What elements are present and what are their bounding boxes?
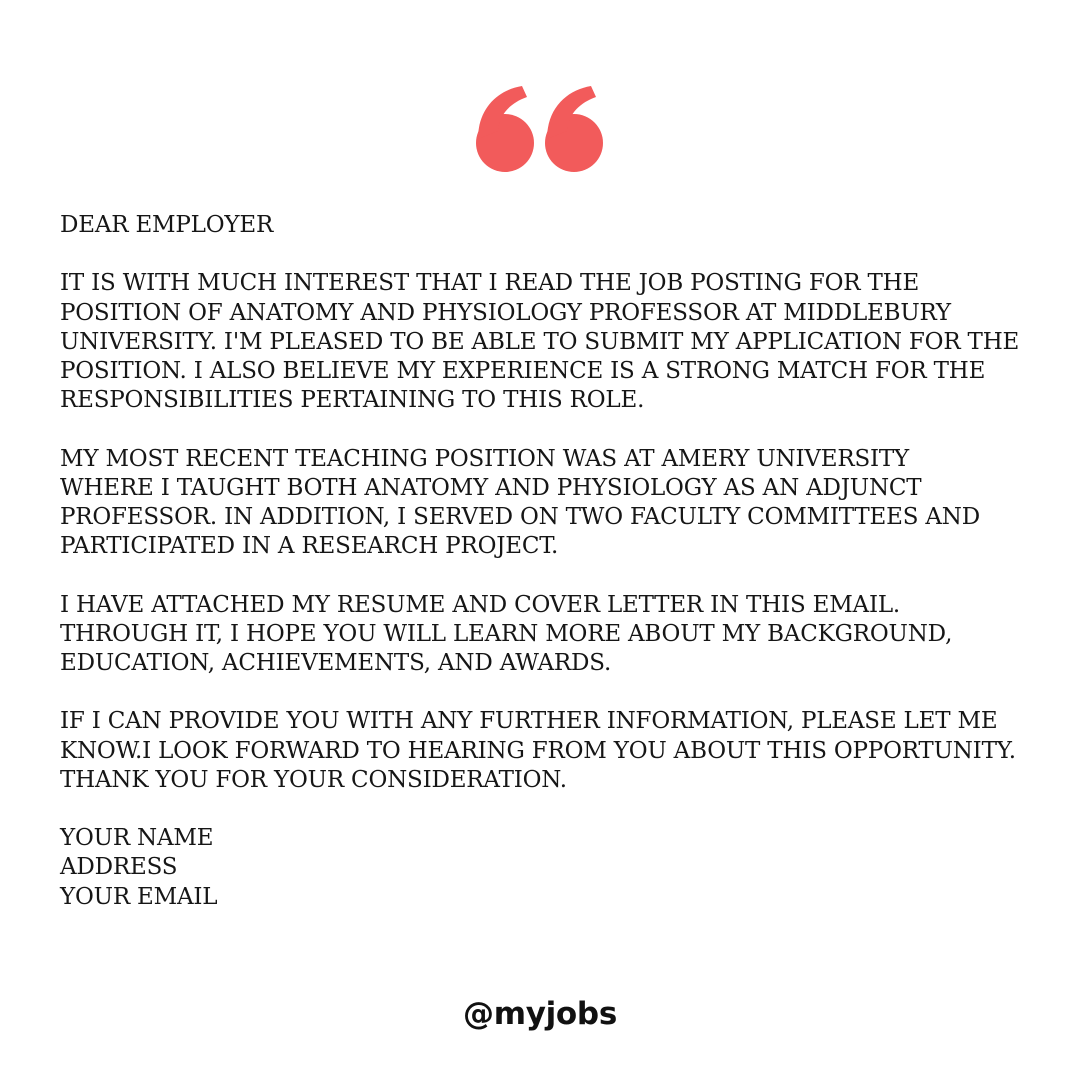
letter-paragraph-4	[60, 707, 1050, 795]
social-handle: @myjobs	[463, 996, 617, 1032]
letter-signature	[60, 824, 1050, 912]
signature-email: YOUR EMAIL	[60, 883, 218, 910]
paragraph-line: IT IS WITH MUCH INTEREST THAT I READ THE JOB POSTING FOR THE	[60, 270, 920, 297]
paragraph-line: IF I CAN PROVIDE YOU WITH ANY FURTHER INFORMATION, PLEASE LET ME	[60, 708, 998, 735]
paragraph-line: EDUCATION, ACHIEVEMENTS, AND AWARDS.	[60, 650, 612, 676]
quote-icon	[472, 84, 612, 174]
greeting-text: DEAR EMPLOYER	[60, 212, 274, 238]
paragraph-line: POSITION. I ALSO BELIEVE MY EXPERIENCE IS A STRONG MATCH FOR THE	[60, 358, 986, 384]
paragraph-line: WHERE I TAUGHT BOTH ANATOMY AND PHYSIOLOGY AS AN ADJUNCT	[60, 474, 922, 501]
letter-paragraph-3	[60, 591, 1050, 679]
signature-name: YOUR NAME	[60, 825, 214, 852]
letter-paragraph-2	[60, 445, 1050, 562]
paragraph-line: RESPONSIBILITIES PERTAINING TO THIS ROLE.	[60, 387, 645, 414]
paragraph-line: PROFESSOR. IN ADDITION, I SERVED ON TWO FACULTY COMMITTEES AND	[60, 504, 980, 530]
paragraph-line: KNOW.I LOOK FORWARD TO HEARING FROM YOU ABOUT THIS OPPORTUNITY.	[60, 737, 1016, 764]
paragraph-line: I HAVE ATTACHED MY RESUME AND COVER LETTER IN THIS EMAIL.	[60, 591, 901, 618]
paragraph-line: MY MOST RECENT TEACHING POSITION WAS AT AMERY UNIVERSITY	[60, 445, 910, 472]
paragraph-line: THROUGH IT, I HOPE YOU WILL LEARN MORE ABOUT MY BACKGROUND,	[60, 620, 953, 647]
letter-body	[60, 211, 1050, 941]
signature-address: ADDRESS	[60, 854, 178, 881]
letter-paragraph-1	[60, 269, 1050, 415]
paragraph-line: THANK YOU FOR YOUR CONSIDERATION.	[60, 766, 567, 793]
paragraph-line: UNIVERSITY. I'M PLEASED TO BE ABLE TO SUBMIT MY APPLICATION FOR THE	[60, 328, 1020, 355]
paragraph-line: POSITION OF ANATOMY AND PHYSIOLOGY PROFESSOR AT MIDDLEBURY	[60, 299, 951, 326]
letter-greeting	[60, 211, 1050, 240]
paragraph-line: PARTICIPATED IN A RESEARCH PROJECT.	[60, 533, 559, 560]
